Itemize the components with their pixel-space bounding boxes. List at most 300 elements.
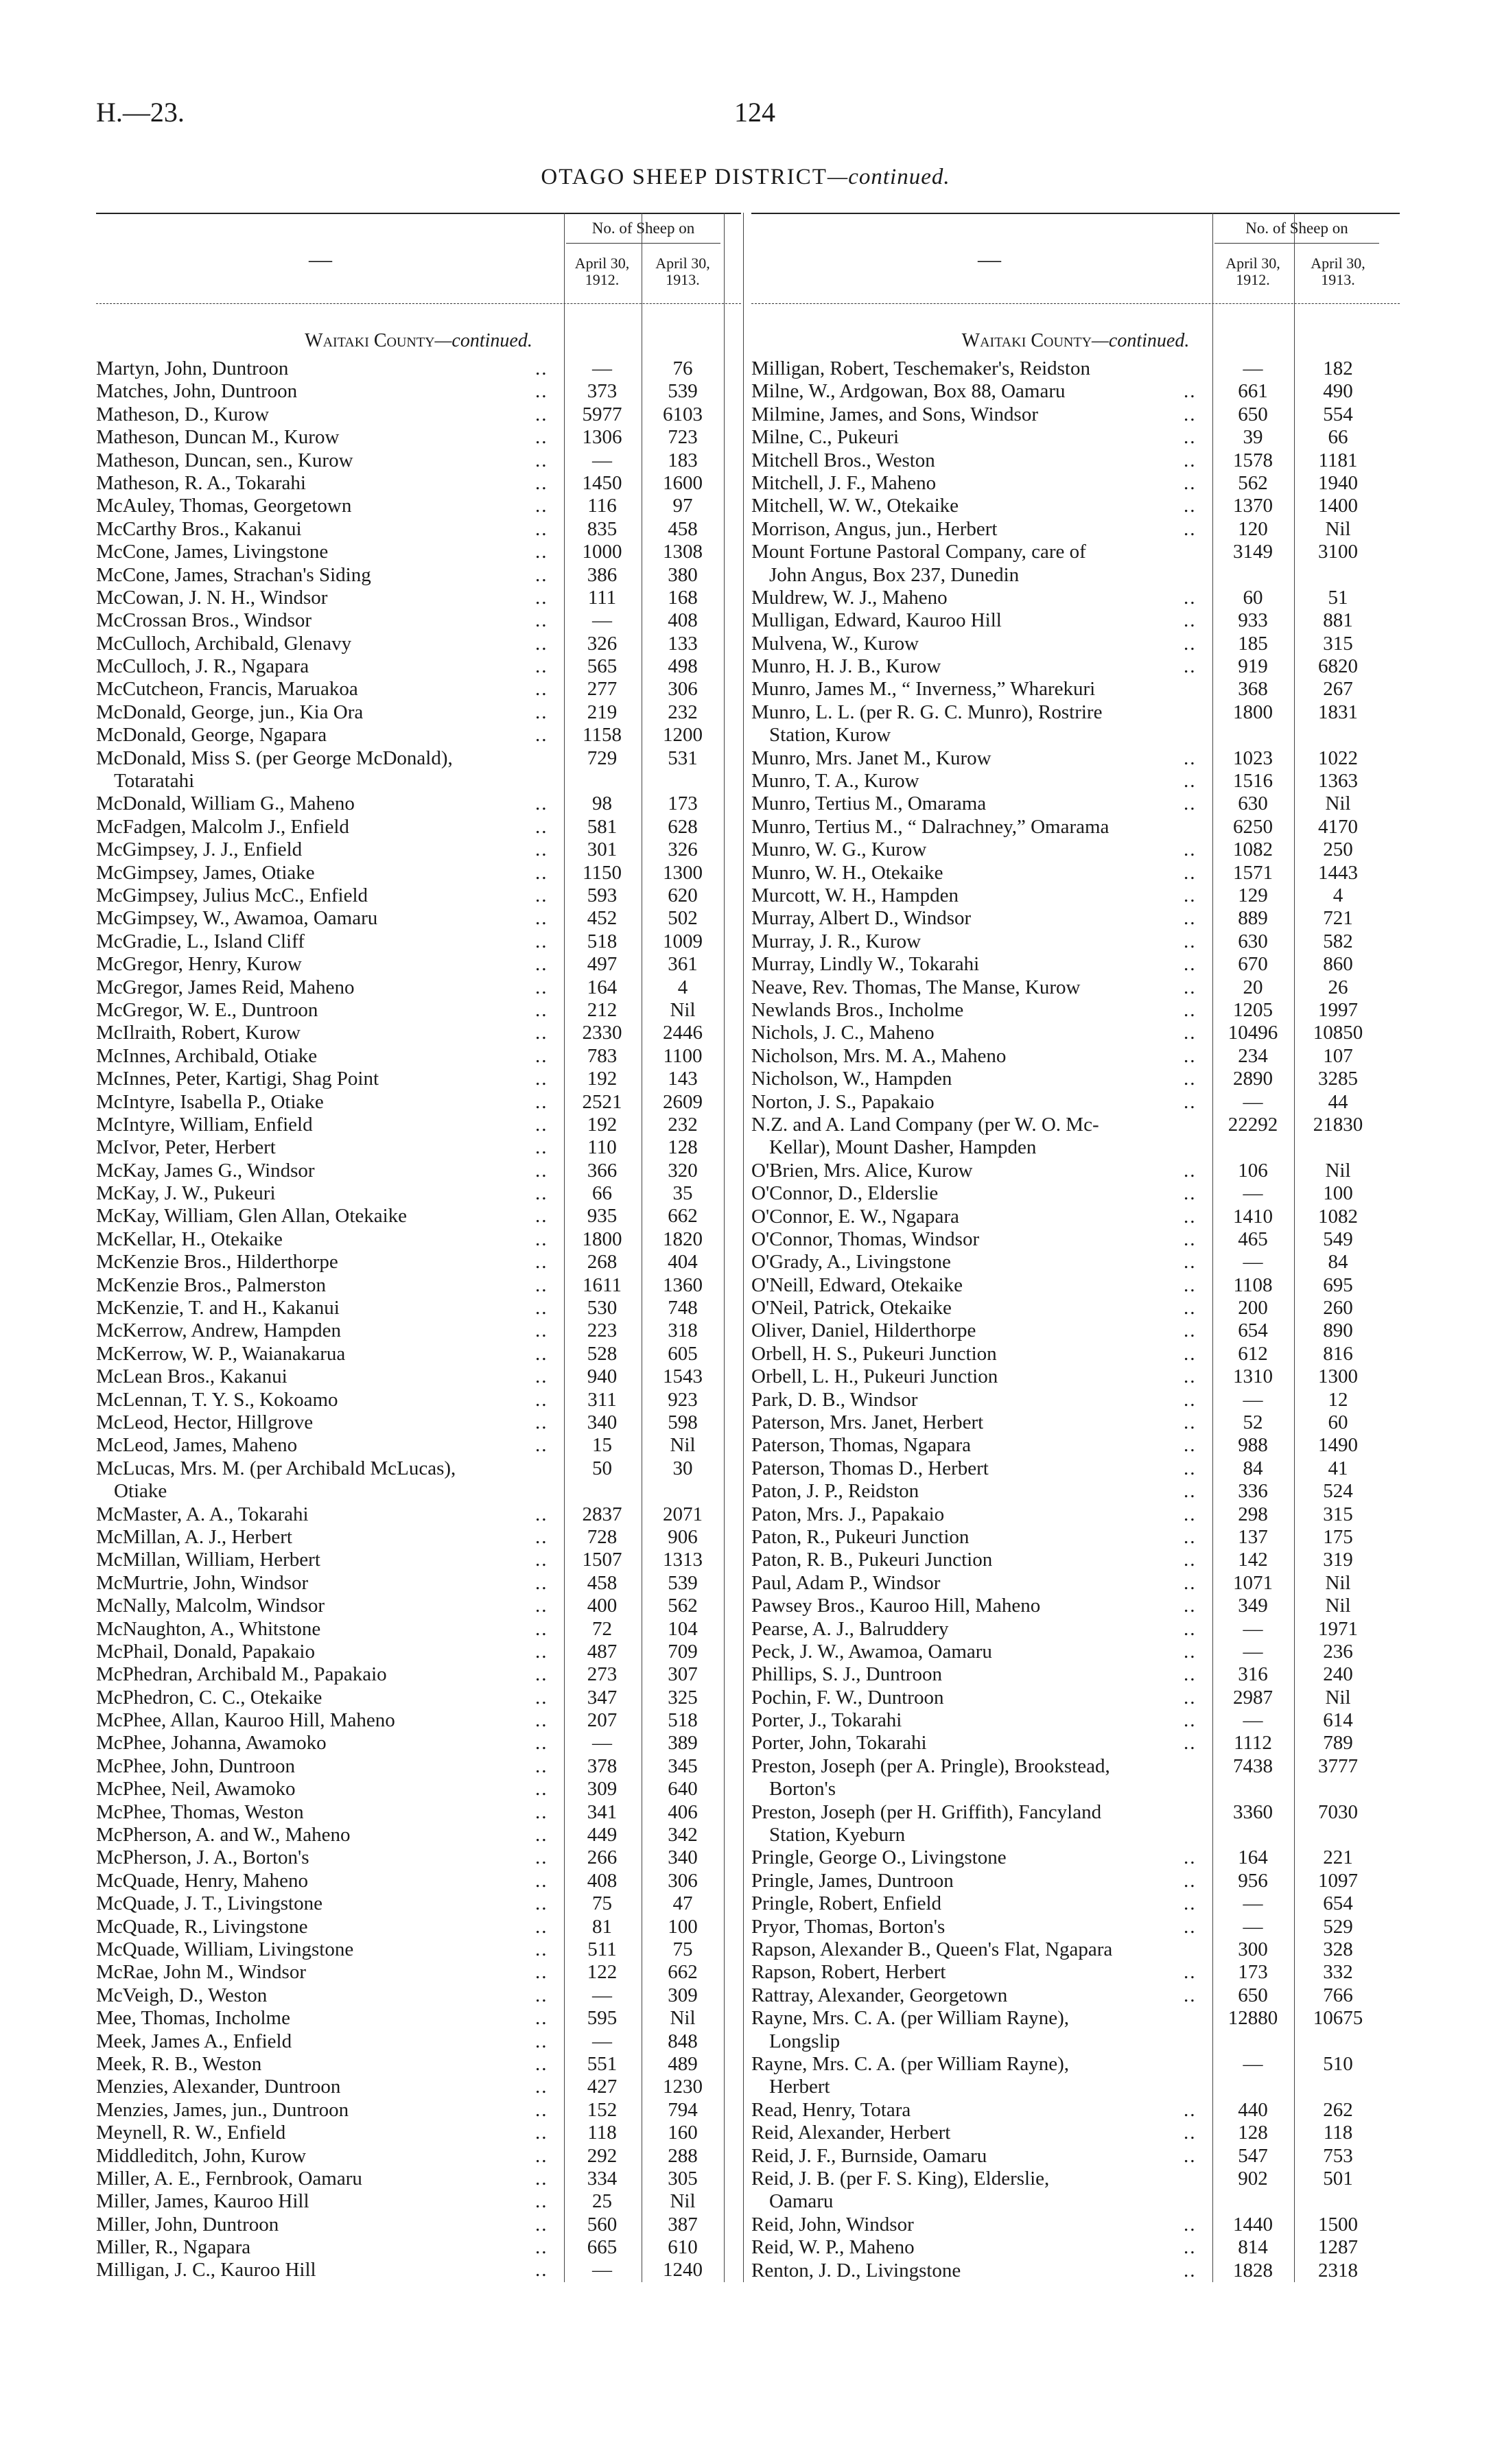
leader-dots: .. (1184, 1205, 1197, 1228)
owner-name (751, 1365, 1204, 1388)
sheep-1912: — (592, 2259, 612, 2281)
owner-name (751, 1251, 1204, 1274)
owner-name (96, 426, 563, 449)
leader-dots: .. (535, 1732, 548, 1755)
table-row (96, 838, 741, 861)
table-row (751, 1343, 1400, 1365)
table-row (96, 747, 741, 793)
table-row (96, 1228, 741, 1251)
sheep-1913: 183 (668, 449, 698, 471)
leader-dots: .. (535, 1755, 548, 1777)
table-row (96, 1434, 741, 1457)
sheep-1913: 315 (1323, 1503, 1353, 1525)
leader-dots: .. (535, 655, 548, 678)
owner-name-line1: McRae, John M., Windsor (96, 1961, 307, 1984)
owner-name-line1: Miller, James, Kauroo Hill (96, 2190, 309, 2213)
table-row (96, 1549, 741, 1571)
sheep-1913: 2609 (663, 1090, 703, 1113)
leader-dots: .. (1184, 1503, 1197, 1525)
sheep-1913: 306 (668, 1869, 698, 1892)
owner-name-line1: McCowan, J. N. H., Windsor (96, 586, 328, 609)
owner-name-line1: Munro, Tertius M., “ Dalrachney,” Omarama (751, 815, 1110, 838)
table-row (751, 1411, 1400, 1434)
sheep-1912: 729 (587, 747, 618, 769)
owner-name-line2: Station, Kyeburn (769, 1824, 906, 1846)
table-row (751, 838, 1400, 861)
sheep-1912: 300 (1238, 1938, 1268, 1961)
owner-name (751, 1618, 1204, 1641)
owner-name-line1: McKay, James G., Windsor (96, 1159, 315, 1182)
leader-dots: .. (535, 1434, 548, 1457)
leader-dots: .. (535, 1686, 548, 1709)
sheep-1912: 84 (1243, 1457, 1263, 1479)
sheep-1913: 2071 (663, 1503, 703, 1525)
sheep-1913: 1997 (1318, 998, 1358, 1021)
table-row (751, 1297, 1400, 1319)
sheep-1912: 1440 (1233, 2213, 1273, 2236)
table-row (751, 1938, 1400, 1961)
sheep-1913: 598 (668, 1411, 698, 1433)
sheep-1913: 605 (668, 1342, 698, 1365)
sheep-1913: 554 (1323, 403, 1353, 425)
owner-name-line1: O'Neil, Patrick, Otekaike (751, 1297, 952, 1319)
right-section-main: Waitaki County (961, 330, 1092, 351)
sheep-1913: 6103 (663, 403, 703, 425)
sheep-1913: 173 (668, 793, 698, 815)
sheep-1913: 662 (668, 1205, 698, 1228)
table-row (751, 541, 1400, 587)
owner-name-line1: Munro, T. A., Kurow (751, 770, 919, 793)
sheep-1913: 1097 (1318, 1869, 1358, 1892)
leader-dots: .. (535, 1778, 548, 1800)
leader-dots: .. (1184, 1686, 1197, 1709)
owner-name-line1: Miller, John, Duntroon (96, 2213, 279, 2236)
sheep-1912: 207 (587, 1709, 618, 1732)
table-row (96, 1801, 741, 1824)
leader-dots: .. (1184, 1549, 1197, 1571)
sheep-1913: 60 (1328, 1411, 1348, 1434)
leader-dots: .. (535, 1961, 548, 1984)
owner-name (751, 1114, 1204, 1160)
sheep-1913: 340 (668, 1846, 698, 1869)
title-main: OTAGO SHEEP DISTRICT (541, 165, 827, 189)
owner-name-line1: Paul, Adam P., Windsor (751, 1571, 941, 1594)
table-row (96, 1755, 741, 1778)
sheep-1912: 935 (587, 1205, 618, 1228)
leader-dots: .. (535, 2236, 548, 2259)
owner-name (96, 1846, 563, 1869)
owner-name-line1: Nicholson, W., Hampden (751, 1068, 952, 1090)
sheep-1913: 640 (668, 1778, 698, 1800)
sheep-1913: 1022 (1318, 747, 1358, 769)
owner-name (96, 2053, 563, 2076)
table-row (96, 1916, 741, 1938)
sheep-1913: 345 (668, 1755, 698, 1777)
owner-name (751, 1091, 1204, 1114)
owner-name-line1: McNaughton, A., Whitstone (96, 1617, 321, 1640)
sheep-1913: 100 (668, 1915, 698, 1938)
sheep-1913: 160 (668, 2122, 698, 2144)
sheep-1912: 164 (587, 976, 618, 998)
table-row (96, 1319, 741, 1342)
sheep-1912: 528 (587, 1342, 618, 1365)
owner-name-line1: Pearse, A. J., Balruddery (751, 1617, 949, 1640)
sheep-1912: 408 (587, 1869, 618, 1892)
owner-name-line1: Porter, John, Tokarahi (751, 1732, 927, 1755)
owner-name (751, 1572, 1204, 1595)
owner-name-line1: Matheson, R. A., Tokarahi (96, 471, 306, 494)
table-row (96, 907, 741, 930)
owner-name-line1: Pringle, George O., Livingstone (751, 1846, 1007, 1869)
owner-name (96, 701, 563, 724)
sheep-1912: 185 (1238, 632, 1268, 655)
leader-dots: .. (535, 2076, 548, 2098)
owner-name-line1: Mulvena, W., Kurow (751, 632, 919, 655)
leader-dots: .. (1184, 953, 1197, 976)
owner-name-line1: McCrossan Bros., Windsor (96, 609, 312, 632)
right-table (751, 213, 1400, 2282)
table-row (96, 1709, 741, 1732)
table-row (751, 1480, 1400, 1503)
sheep-1912: — (1243, 1388, 1263, 1411)
left-section-cont: —continued. (434, 330, 532, 351)
sheep-1912: 650 (1238, 403, 1268, 425)
owner-name-line1: McKerrow, W. P., Waianakarua (96, 1342, 346, 1365)
sheep-1912: 1450 (582, 471, 622, 494)
owner-name-line1: McPhail, Donald, Papakaio (96, 1640, 315, 1663)
leader-dots: .. (535, 1068, 548, 1090)
sheep-1913: 3100 (1318, 541, 1358, 563)
owner-name-line1: McPhedran, Archibald M., Papakaio (96, 1663, 387, 1686)
leader-dots: .. (1184, 632, 1197, 655)
sheep-1912: 316 (1238, 1663, 1268, 1686)
owner-name-line1: Milne, W., Ardgowan, Box 88, Oamaru (751, 380, 1066, 403)
table-row (751, 1572, 1400, 1595)
table-row (751, 1091, 1400, 1114)
owner-name-line1: McCulloch, J. R., Ngapara (96, 655, 309, 678)
owner-name (751, 1870, 1204, 1892)
owner-name (96, 976, 563, 999)
owner-name (96, 1114, 563, 1136)
sheep-1913: 4 (1332, 884, 1343, 907)
table-row (751, 609, 1400, 632)
table-row (96, 1618, 741, 1641)
leader-dots: .. (1184, 1663, 1197, 1686)
sheep-1913: 307 (668, 1663, 698, 1686)
table-row (751, 1709, 1400, 1732)
owner-name-line2: Longslip (769, 2030, 841, 2052)
owner-name-line1: McIlraith, Robert, Kurow (96, 1022, 301, 1044)
owner-name-line1: McGimpsey, W., Awamoa, Oamaru (96, 907, 378, 930)
owner-name-line1: Mitchell Bros., Weston (751, 449, 935, 471)
table-row (96, 655, 741, 678)
owner-name-line1: Rayne, Mrs. C. A. (per William Rayne), (751, 2007, 1070, 2030)
leader-dots: .. (1184, 1228, 1197, 1250)
owner-name-line1: Reid, J. B. (per F. S. King), Elderslie, (751, 2167, 1050, 2190)
leader-dots: .. (535, 2122, 548, 2144)
sheep-1912: 15 (592, 1434, 612, 1457)
sheep-1913: 7030 (1318, 1800, 1358, 1823)
sheep-1913: 309 (668, 1984, 698, 2006)
owner-name-line1: McKay, J. W., Pukeuri (96, 1182, 276, 1205)
sheep-1913: 342 (668, 1824, 698, 1846)
owner-name (751, 1343, 1204, 1365)
owner-name (96, 1778, 563, 1800)
sheep-1912: 164 (1238, 1846, 1268, 1869)
leader-dots: .. (535, 1709, 548, 1732)
sheep-1913: 1820 (663, 1228, 703, 1250)
right-header-col2-line1: April 30, (1311, 255, 1365, 272)
table-row (751, 747, 1400, 770)
sheep-1912: 60 (1243, 586, 1263, 609)
sheep-1912: 192 (587, 1113, 618, 1136)
owner-name-line1: Newlands Bros., Incholme (751, 998, 964, 1021)
table-row (96, 976, 741, 999)
sheep-1912: — (1243, 1640, 1263, 1663)
leader-dots: .. (1184, 1365, 1197, 1388)
owner-name-line1: Mitchell, J. F., Maheno (751, 471, 937, 494)
owner-name-line1: Oliver, Daniel, Hilderthorpe (751, 1319, 976, 1342)
owner-name-line1: McPhedron, C. C., Otekaike (96, 1686, 322, 1709)
sheep-1913: 1971 (1318, 1617, 1358, 1640)
owner-name (751, 1663, 1204, 1686)
owner-name-line1: Paterson, Thomas, Ngapara (751, 1434, 971, 1457)
table-row (96, 2099, 741, 2122)
sheep-1913: Nil (670, 2007, 696, 2030)
sheep-1912: 128 (1238, 2122, 1268, 2144)
owner-name (96, 1641, 563, 1663)
leader-dots: .. (1184, 1915, 1197, 1938)
owner-name (96, 2099, 563, 2122)
leader-dots: .. (1184, 1869, 1197, 1892)
owner-name (751, 999, 1204, 1022)
owner-name-line1: Paton, J. P., Reidston (751, 1480, 919, 1503)
table-row (96, 1595, 741, 1617)
sheep-1913: 250 (1323, 838, 1353, 861)
leader-dots: .. (535, 724, 548, 747)
sheep-1913: 66 (1328, 426, 1348, 449)
right-section-cont: —continued. (1092, 330, 1190, 351)
leader-dots: .. (535, 1640, 548, 1663)
sheep-1913: Nil (670, 2190, 696, 2213)
sheep-1913: 47 (672, 1892, 693, 1915)
owner-name-line1: McGregor, James Reid, Maheno (96, 976, 355, 998)
sheep-1913: 406 (668, 1800, 698, 1823)
sheep-1912: 902 (1238, 2167, 1268, 2190)
owner-name-line1: McPherson, J. A., Borton's (96, 1846, 309, 1869)
owner-name-line1: Miller, A. E., Fernbrook, Oamaru (96, 2167, 362, 2190)
owner-name-line1: Matches, John, Duntroon (96, 380, 298, 403)
leader-dots: .. (535, 678, 548, 701)
owner-name (751, 884, 1204, 907)
table-row (96, 1365, 741, 1388)
leader-dots: .. (1184, 1319, 1197, 1342)
owner-name (751, 518, 1204, 541)
owner-name (751, 449, 1204, 472)
owner-name (751, 930, 1204, 953)
table-row (751, 1114, 1400, 1160)
leader-dots: .. (1184, 1525, 1197, 1548)
table-row (751, 1251, 1400, 1274)
table-row (96, 1343, 741, 1365)
leader-dots: .. (535, 1205, 548, 1228)
leader-dots: .. (535, 1365, 548, 1388)
sheep-1912: 142 (1238, 1549, 1268, 1571)
sheep-1912: 341 (587, 1800, 618, 1823)
owner-name (96, 1022, 563, 1044)
sheep-1913: Nil (1325, 1595, 1351, 1617)
sheep-1913: 387 (668, 2213, 698, 2236)
column-rule (1294, 213, 1295, 2282)
table-row (96, 2007, 741, 2030)
sheep-1912: 22292 (1228, 1113, 1278, 1136)
owner-name (751, 701, 1204, 747)
table-row (96, 1251, 741, 1274)
column-rule (743, 213, 744, 2282)
table-row (96, 2214, 741, 2236)
owner-name (96, 1068, 563, 1090)
sheep-1913: 35 (672, 1182, 693, 1205)
leader-dots: .. (1184, 380, 1197, 403)
left-header-col1-line1: April 30, (574, 255, 630, 272)
sheep-1912: — (1243, 357, 1263, 379)
sheep-1912: 378 (587, 1755, 618, 1777)
sheep-1912: 400 (587, 1595, 618, 1617)
owner-name (96, 884, 563, 907)
sheep-1913: 240 (1323, 1663, 1353, 1686)
sheep-1912: — (592, 1732, 612, 1755)
owner-name-line1: McCulloch, Archibald, Glenavy (96, 632, 352, 655)
sheep-1913: 4170 (1318, 815, 1358, 838)
table-row (96, 380, 741, 403)
owner-name-line1: Pryor, Thomas, Borton's (751, 1915, 946, 1938)
owner-name (96, 2214, 563, 2236)
owner-name (96, 357, 563, 380)
leader-dots: .. (535, 1274, 548, 1296)
sheep-1912: 173 (1238, 1961, 1268, 1984)
table-row (96, 403, 741, 426)
left-section-heading (96, 304, 741, 357)
owner-name-line1: Menzies, Alexander, Duntroon (96, 2076, 341, 2098)
owner-name-line1: Peck, J. W., Awamoa, Oamaru (751, 1640, 992, 1663)
owner-name (751, 1274, 1204, 1297)
table-row (751, 678, 1400, 701)
owner-name-line1: Pringle, James, Duntroon (751, 1869, 954, 1892)
table-row (96, 793, 741, 815)
owner-name (751, 2214, 1204, 2236)
table-row (751, 862, 1400, 884)
sheep-1912: 1800 (1233, 701, 1273, 723)
owner-name (96, 1595, 563, 1617)
owner-name-line1: Munro, Tertius M., Omarama (751, 793, 987, 815)
table-row (751, 426, 1400, 449)
sheep-1912: 200 (1238, 1297, 1268, 1319)
table-row (751, 1846, 1400, 1869)
sheep-1913: 361 (668, 953, 698, 976)
sheep-1912: 20 (1243, 976, 1263, 998)
sheep-1913: 6820 (1318, 655, 1358, 678)
owner-name-line1: McPhee, John, Duntroon (96, 1755, 295, 1777)
leader-dots: .. (1184, 517, 1197, 540)
owner-name (751, 1595, 1204, 1617)
table-row (96, 1984, 741, 2007)
table-row (96, 357, 741, 380)
leader-dots: .. (535, 1411, 548, 1433)
sheep-1912: 3149 (1233, 541, 1273, 563)
sheep-1913: 860 (1323, 953, 1353, 976)
owner-name (96, 1549, 563, 1571)
sheep-1913: 10675 (1313, 2007, 1363, 2030)
owner-name-line1: Renton, J. D., Livingstone (751, 2259, 961, 2281)
leader-dots: .. (1184, 1251, 1197, 1274)
owner-name-line1: Nichols, J. C., Maheno (751, 1022, 935, 1044)
owner-name-line1: McGimpsey, J. J., Enfield (96, 838, 303, 861)
sheep-1912: 956 (1238, 1869, 1268, 1892)
sheep-1912: 465 (1238, 1228, 1268, 1250)
owner-name (96, 2007, 563, 2030)
owner-name-line1: Rapson, Robert, Herbert (751, 1961, 946, 1984)
table-row (96, 1961, 741, 1984)
leader-dots: .. (535, 541, 548, 563)
sheep-1913: 1313 (663, 1549, 703, 1571)
leader-dots: .. (535, 1319, 548, 1342)
sheep-1912: 368 (1238, 678, 1268, 701)
owner-name-line1: McIntyre, Isabella P., Otiake (96, 1090, 324, 1113)
sheep-1912: 110 (587, 1136, 617, 1159)
table-row (96, 1022, 741, 1044)
sheep-1912: 665 (587, 2236, 618, 2259)
owner-name (96, 1251, 563, 1274)
owner-name (751, 1938, 1204, 1961)
sheep-1913: 1009 (663, 930, 703, 952)
table-row (96, 816, 741, 838)
sheep-1912: 336 (1238, 1480, 1268, 1503)
owner-name-line1: McGradie, L., Island Cliff (96, 930, 305, 952)
leader-dots: .. (1184, 1342, 1197, 1365)
sheep-1913: 232 (668, 701, 698, 723)
sheep-1913: 182 (1323, 357, 1353, 379)
sheep-1913: 529 (1323, 1915, 1353, 1938)
owner-name (751, 2236, 1204, 2259)
leader-dots: .. (535, 2030, 548, 2052)
right-header-col1-line2: 1912. (1236, 271, 1270, 288)
owner-name-line1: McDonald, George, jun., Kia Ora (96, 701, 364, 723)
leader-dots: .. (535, 1663, 548, 1686)
sheep-1913: 1287 (1318, 2236, 1358, 2259)
owner-name (751, 495, 1204, 517)
sheep-1912: 1000 (582, 541, 622, 563)
sheep-1913: 709 (668, 1640, 698, 1663)
owner-name (751, 1045, 1204, 1068)
sheep-1912: 835 (587, 517, 618, 540)
table-row (96, 1274, 741, 1297)
table-row (96, 1641, 741, 1663)
owner-name-line1: McMaster, A. A., Tokarahi (96, 1503, 309, 1525)
owner-name-line1: Meek, R. B., Weston (96, 2052, 262, 2075)
sheep-1912: 560 (587, 2213, 618, 2236)
owner-name (751, 1228, 1204, 1251)
sheep-1912: 292 (587, 2144, 618, 2167)
sheep-1913: 100 (1323, 1182, 1353, 1205)
owner-name-line1: O'Connor, E. W., Ngapara (751, 1205, 959, 1228)
leader-dots: .. (535, 2190, 548, 2213)
leader-dots: .. (1184, 1984, 1197, 2006)
owner-name-line1: Munro, W. G., Kurow (751, 838, 927, 861)
owner-name (751, 2260, 1204, 2282)
owner-name (96, 1274, 563, 1297)
owner-name (751, 1641, 1204, 1663)
sheep-1912: 373 (587, 380, 618, 403)
